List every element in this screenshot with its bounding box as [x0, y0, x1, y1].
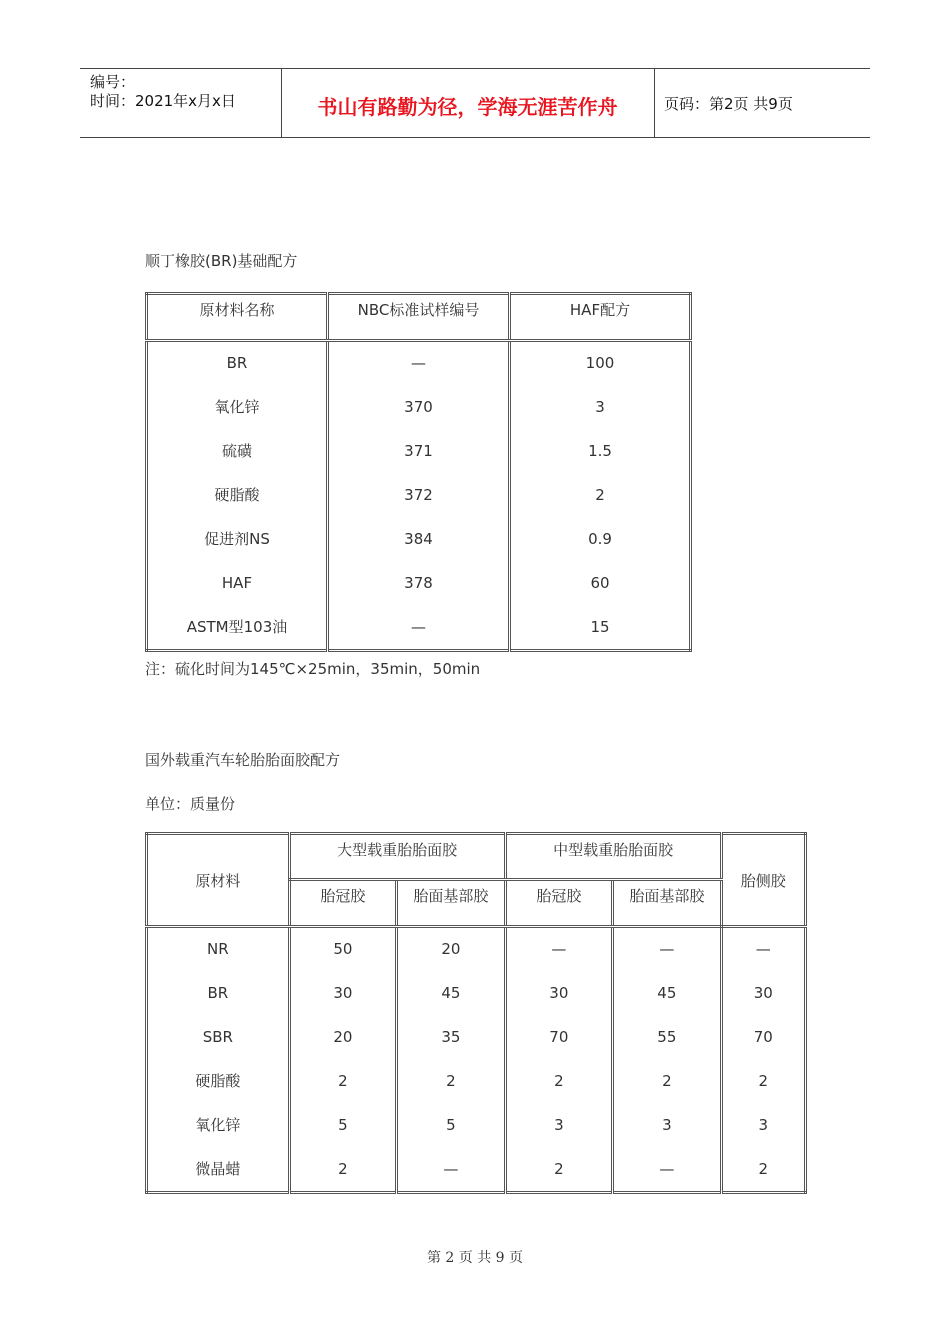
- cell: 30: [721, 971, 805, 1015]
- cell: —: [328, 605, 510, 651]
- table-row: [147, 341, 691, 385]
- table-row: [147, 1015, 806, 1059]
- unit-label: 单位：质量份: [145, 795, 236, 813]
- table-row: [147, 561, 691, 605]
- cell: 384: [328, 517, 510, 561]
- cell: —: [613, 927, 721, 971]
- page-header: [80, 68, 870, 138]
- cell: 2: [289, 1059, 396, 1103]
- section1-note: 注：硫化时间为145℃×25min，35min，50min: [145, 660, 481, 678]
- cell: 35: [397, 1015, 505, 1059]
- header-motto: 书山有路勤为径，学海无涯苦作舟: [317, 95, 618, 119]
- br-formula-table: [145, 292, 692, 652]
- table-row: [147, 473, 691, 517]
- section1-title: 顺丁橡胶(BR)基础配方: [145, 252, 298, 270]
- table-row: [147, 971, 806, 1015]
- cell: 硬脂酸: [214, 486, 260, 504]
- cell: 2: [505, 1147, 612, 1193]
- cell: 促进剂NS: [204, 530, 270, 548]
- cell: 微晶蜡: [195, 1160, 241, 1179]
- cell: NR: [206, 940, 229, 959]
- column-group-medium: 中型载重胎胎面胶: [505, 834, 721, 880]
- cell: 372: [328, 473, 510, 517]
- column-header: 胎面基部胶: [613, 880, 721, 927]
- cell: 55: [613, 1015, 721, 1059]
- cell: 5: [397, 1103, 505, 1147]
- cell: ASTM型103油: [186, 618, 288, 637]
- table-row: [147, 1103, 806, 1147]
- table-row: [147, 605, 691, 651]
- cell: 45: [397, 971, 505, 1015]
- cell: 45: [613, 971, 721, 1015]
- cell: —: [328, 341, 510, 385]
- column-group-large: 大型载重胎胎面胶: [289, 834, 505, 880]
- section2-title: 国外载重汽车轮胎胎面胶配方: [145, 751, 341, 769]
- cell: 370: [328, 385, 510, 429]
- cell: 1.5: [510, 429, 691, 473]
- cell: 70: [721, 1015, 805, 1059]
- table-header-row: [147, 294, 691, 341]
- cell: 50: [289, 927, 396, 971]
- cell: 371: [328, 429, 510, 473]
- page-footer: 第 2 页 共 9 页: [426, 1250, 524, 1266]
- cell: 378: [328, 561, 510, 605]
- column-header: NBC标准试样编号: [328, 294, 510, 341]
- header-info: [90, 73, 236, 111]
- cell: 3: [721, 1103, 805, 1147]
- doc-number-label: 编号：: [90, 73, 136, 91]
- cell: 氧化锌: [195, 1116, 241, 1134]
- cell: 2: [613, 1059, 721, 1103]
- cell: SBR: [202, 1027, 233, 1046]
- cell: 硬脂酸: [195, 1072, 241, 1090]
- cell: 100: [510, 341, 691, 385]
- tread-formula-table: [145, 832, 807, 1194]
- cell: 3: [613, 1103, 721, 1147]
- cell: BR: [226, 354, 248, 373]
- table-row: [147, 517, 691, 561]
- cell: HAF: [221, 573, 253, 592]
- column-header-sidewall: 胎侧胶: [721, 834, 805, 927]
- cell: 70: [505, 1015, 612, 1059]
- cell: 0.9: [510, 517, 691, 561]
- cell: 20: [289, 1015, 396, 1059]
- cell: —: [397, 1147, 505, 1193]
- header-page-number: 页码：第2页 共9页: [664, 95, 793, 113]
- table-row: [147, 385, 691, 429]
- column-header: 胎面基部胶: [397, 880, 505, 927]
- doc-time-label: 时间：2021年x月x日: [90, 92, 236, 110]
- cell: 30: [289, 971, 396, 1015]
- column-header: 原材料名称: [147, 294, 328, 341]
- table-row: [147, 429, 691, 473]
- column-header: 胎冠胶: [289, 880, 396, 927]
- table-row: [147, 927, 806, 971]
- cell: 2: [510, 473, 691, 517]
- cell: 5: [289, 1103, 396, 1147]
- table-header-row: [147, 834, 806, 880]
- cell: 3: [505, 1103, 612, 1147]
- cell: 2: [289, 1147, 396, 1193]
- cell: 60: [510, 561, 691, 605]
- cell: —: [613, 1147, 721, 1193]
- cell: 15: [510, 605, 691, 651]
- table-row: [147, 1059, 806, 1103]
- column-header: HAF配方: [510, 294, 691, 341]
- cell: 2: [721, 1059, 805, 1103]
- column-header-material: 原材料: [147, 834, 290, 927]
- column-header: 胎冠胶: [505, 880, 612, 927]
- cell: 2: [505, 1059, 612, 1103]
- cell: BR: [207, 983, 229, 1002]
- cell: 2: [721, 1147, 805, 1193]
- table-row: [147, 1147, 806, 1193]
- cell: 20: [397, 927, 505, 971]
- cell: 硫磺: [221, 442, 252, 460]
- cell: —: [505, 927, 612, 971]
- header-divider: [654, 69, 655, 137]
- cell: 3: [510, 385, 691, 429]
- cell: 氧化锌: [214, 398, 260, 416]
- cell: —: [721, 927, 805, 971]
- cell: 2: [397, 1059, 505, 1103]
- cell: 30: [505, 971, 612, 1015]
